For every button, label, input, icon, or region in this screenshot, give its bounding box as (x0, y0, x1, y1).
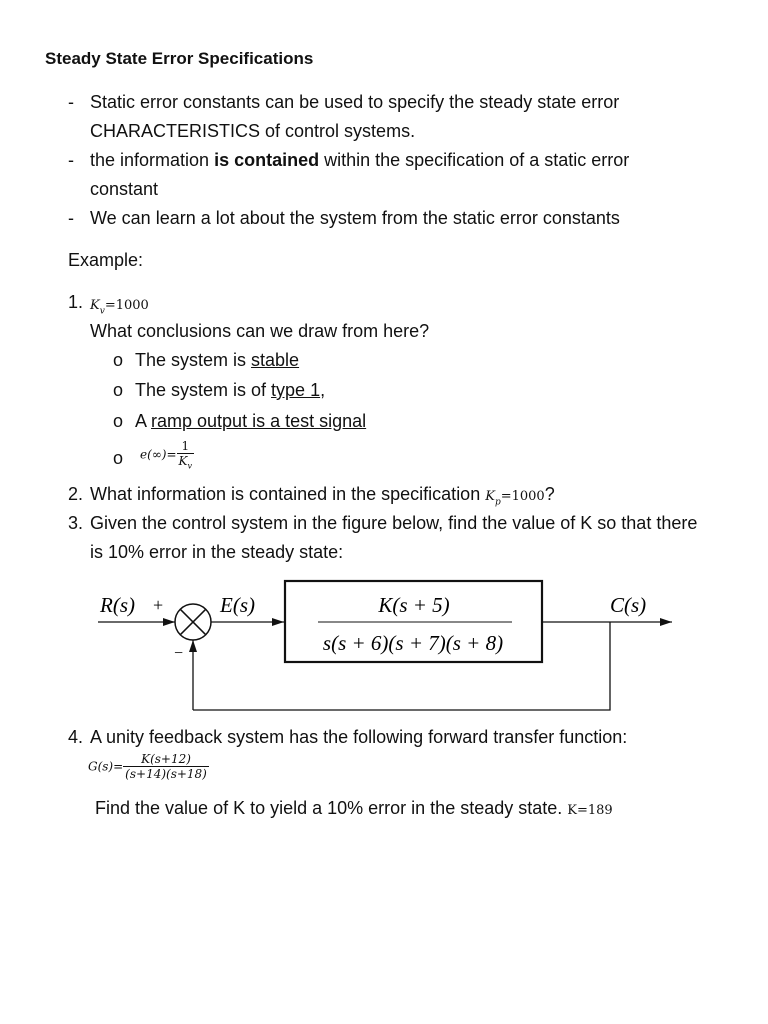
item-text-continued: is 10% error in the steady state: (90, 542, 344, 562)
plus-sign: + (153, 595, 164, 615)
bullet-text-pre: the information (90, 150, 215, 170)
circle-marker: o (113, 448, 124, 468)
summing-junction (175, 604, 211, 640)
item-number: 1. (68, 292, 84, 312)
sub-bullet-text: A ramp output is a test signal (135, 411, 367, 431)
underlined-text: stable (251, 350, 300, 370)
bullet-text: Static error constants can be used to specify the steady state error (90, 92, 620, 112)
circle-marker: o (113, 380, 124, 400)
answer: K=189 (567, 803, 613, 818)
block-diagram (0, 570, 768, 720)
denominator: s(s + 6)(s + 7)(s + 8) (322, 631, 504, 655)
dash-marker: - (68, 92, 74, 112)
dash-marker: - (68, 150, 74, 170)
sub-bullet-text: The system is stable (135, 350, 300, 370)
bullet-text-continued: CHARACTERISTICS of control systems. (90, 121, 416, 141)
bullet-text-post: within the specification of a static error (319, 150, 630, 170)
item-text: What information is contained in the specification $K_p=1000$? (90, 484, 555, 508)
item-text: A unity feedback system has the following forward transfer function: (90, 727, 628, 747)
bullet-text-bold: is contained (214, 150, 320, 170)
bullet-text (90, 150, 629, 171)
sub-bullet-text: The system is of type 1, (135, 380, 326, 400)
output-label: C(s) (610, 593, 647, 617)
numerator: K(s + 5) (378, 593, 450, 617)
error-formula: e(∞)= $\frac{1}{K_v}$ (140, 439, 193, 471)
circle-marker: o (113, 350, 124, 370)
item-number: 2. (68, 484, 84, 504)
item-number: 4. (68, 727, 84, 747)
item-text: Given the control system in the figure below, find the value of K so that there (90, 513, 698, 533)
underlined-text: type 1 (271, 380, 321, 400)
underlined-text: ramp output is a test signal (151, 411, 367, 431)
example-label: Example: (68, 250, 144, 270)
circle-marker: o (113, 411, 124, 431)
minus-sign: − (174, 645, 184, 662)
transfer-function-formula: G(s)= $\frac{K(s+12)}{(s+14)(s+18)}$ (88, 752, 207, 781)
item-number: 3. (68, 513, 84, 533)
page-title: Steady State Error Specifications (45, 49, 314, 68)
bullet-text: We can learn a lot about the system from the static error constants (90, 208, 620, 228)
bullet-text-continued: constant (90, 179, 159, 199)
tf-fraction: $\frac{K(s+12)}{(s+14)(s+18)}$ (125, 752, 207, 781)
error-label: E(s) (220, 593, 255, 617)
error-fraction: $\frac{1}{K_v}$ (178, 439, 193, 471)
dash-marker: - (68, 208, 74, 228)
item-find-text: Find the value of K to yield a 10% error in the steady state. K=189 (95, 798, 613, 818)
kv-formula: $K_v=1000$ (90, 298, 149, 317)
item-question: What conclusions can we draw from here? (90, 321, 430, 341)
input-label: R(s) (100, 593, 135, 617)
